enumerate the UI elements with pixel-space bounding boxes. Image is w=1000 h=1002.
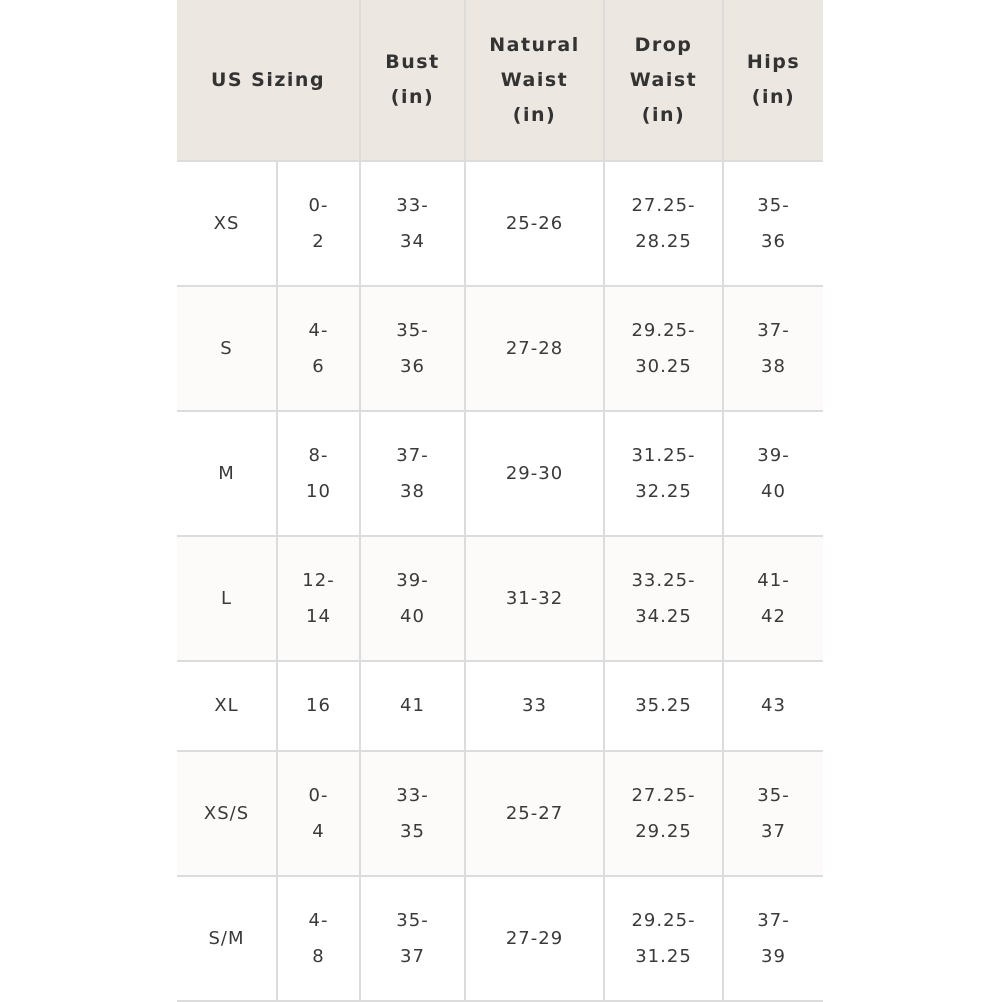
size-label-cell: S/M: [177, 876, 277, 1001]
natural-waist-cell: 33: [465, 661, 604, 751]
table-row: [177, 661, 823, 751]
size-label-cell: L: [177, 536, 277, 661]
us-size-cell: 4- 6: [277, 286, 360, 411]
table-row: [177, 161, 823, 286]
us-size-cell: 8- 10: [277, 411, 360, 536]
hips-cell: 39- 40: [723, 411, 823, 536]
table-row: [177, 536, 823, 661]
us-size-cell: 12- 14: [277, 536, 360, 661]
us-size-cell: 4- 8: [277, 876, 360, 1001]
table-row: [177, 876, 823, 1001]
hips-cell: 35- 36: [723, 161, 823, 286]
hips-cell: 37- 39: [723, 876, 823, 1001]
bust-cell: 35- 36: [360, 286, 465, 411]
bust-cell: 33- 35: [360, 751, 465, 876]
natural-waist-cell: 27-28: [465, 286, 604, 411]
natural-waist-cell: 25-27: [465, 751, 604, 876]
header-hips: Hips (in): [723, 0, 823, 161]
header-natural-waist: Natural Waist (in): [465, 0, 604, 161]
size-chart-table: [177, 0, 823, 1002]
bust-cell: 35- 37: [360, 876, 465, 1001]
header-row: [177, 0, 823, 161]
header-us-sizing: US Sizing: [177, 0, 360, 161]
bust-cell: 41: [360, 661, 465, 751]
table-header: [177, 0, 823, 161]
natural-waist-cell: 25-26: [465, 161, 604, 286]
header-bust: Bust (in): [360, 0, 465, 161]
drop-waist-cell: 27.25- 28.25: [604, 161, 723, 286]
size-label-cell: XL: [177, 661, 277, 751]
table-row: [177, 286, 823, 411]
drop-waist-cell: 29.25- 31.25: [604, 876, 723, 1001]
size-label-cell: XS/S: [177, 751, 277, 876]
table-row: [177, 751, 823, 876]
drop-waist-cell: 33.25- 34.25: [604, 536, 723, 661]
us-size-cell: 0- 2: [277, 161, 360, 286]
drop-waist-cell: 27.25- 29.25: [604, 751, 723, 876]
bust-cell: 39- 40: [360, 536, 465, 661]
natural-waist-cell: 29-30: [465, 411, 604, 536]
table-row: [177, 411, 823, 536]
size-label-cell: M: [177, 411, 277, 536]
us-size-cell: 16: [277, 661, 360, 751]
drop-waist-cell: 29.25- 30.25: [604, 286, 723, 411]
natural-waist-cell: 27-29: [465, 876, 604, 1001]
hips-cell: 35- 37: [723, 751, 823, 876]
table-body: [177, 161, 823, 1001]
drop-waist-cell: 35.25: [604, 661, 723, 751]
hips-cell: 43: [723, 661, 823, 751]
us-size-cell: 0- 4: [277, 751, 360, 876]
size-label-cell: XS: [177, 161, 277, 286]
drop-waist-cell: 31.25- 32.25: [604, 411, 723, 536]
hips-cell: 37- 38: [723, 286, 823, 411]
bust-cell: 33- 34: [360, 161, 465, 286]
natural-waist-cell: 31-32: [465, 536, 604, 661]
size-label-cell: S: [177, 286, 277, 411]
bust-cell: 37- 38: [360, 411, 465, 536]
hips-cell: 41- 42: [723, 536, 823, 661]
header-drop-waist: Drop Waist (in): [604, 0, 723, 161]
